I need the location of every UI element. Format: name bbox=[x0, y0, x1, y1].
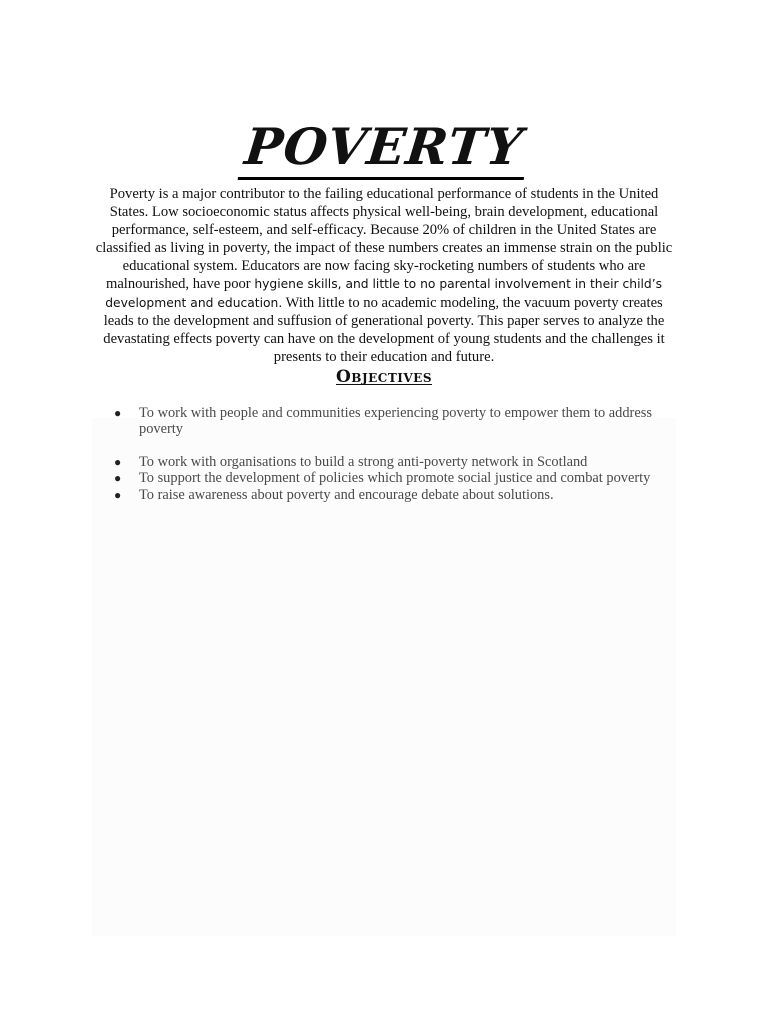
intro-paragraph bbox=[90, 185, 678, 366]
list-item bbox=[114, 405, 684, 438]
bullet-icon: ● bbox=[114, 406, 122, 420]
list-item bbox=[114, 454, 684, 470]
objectives-list bbox=[114, 405, 684, 503]
intro-text-part2: hygiene skills, and little to no parental involvement in their child’s development and education. bbox=[105, 277, 663, 310]
objectives-heading-text: Objectives bbox=[336, 367, 432, 387]
page-title bbox=[0, 117, 768, 180]
intro-text-part1: Poverty is a major contributor to the failing educational performance of students in the United States. Low socioeconomic status affects physical well-being, brain development, educational performance, self-esteem, and self-efficacy. Because 20% of children in the United States are classified as living in poverty, the impact of these numbers creates an immense strain on the public educational system. Educators are now facing sky-rocketing numbers of students who are malnourished, have poor bbox=[95, 186, 673, 293]
bullet-icon: ● bbox=[114, 487, 122, 502]
list-item-text: To raise awareness about poverty and encourage debate about solutions. bbox=[139, 486, 554, 503]
page-title-text: POVERTY bbox=[238, 117, 530, 180]
list-item bbox=[114, 470, 684, 486]
bullet-icon: ● bbox=[114, 454, 122, 469]
list-item-text: To work with people and communities experiencing poverty to empower them to address poverty bbox=[139, 405, 652, 438]
list-item-text: To support the development of policies which promote social justice and combat poverty bbox=[139, 470, 651, 487]
list-item-text: To work with organisations to build a strong anti-poverty network in Scotland bbox=[139, 453, 588, 470]
bullet-icon: ● bbox=[114, 471, 122, 486]
objectives-heading bbox=[0, 362, 768, 389]
list-item bbox=[114, 487, 684, 503]
intro-text-part3: With little to no academic modeling, the vacuum poverty creates leads to the development and suffusion of generational poverty. This paper serves to analyze the devastating effects poverty can have on the development of young students and the challenges it presents to their education and future. bbox=[103, 294, 665, 365]
